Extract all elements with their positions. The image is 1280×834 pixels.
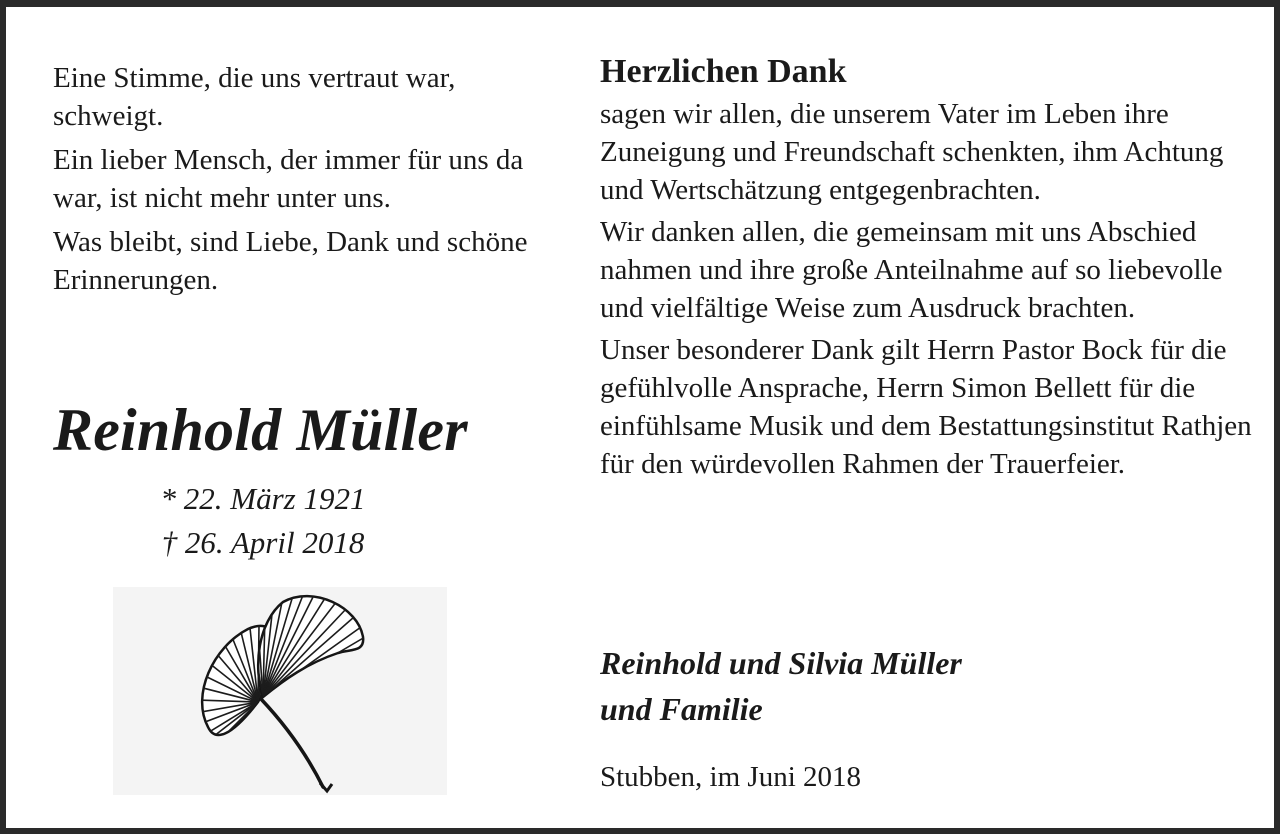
signature [600, 640, 962, 732]
thanks-heading: Herzlichen Dank [600, 53, 847, 90]
thanks-paragraph: Wir danken allen, die gemeinsam mit uns Abschied nahmen und ihre große Anteilnahme auf so liebevolle und vielfältige Weise zum Ausdruck brachten. [600, 216, 1223, 324]
deceased-name: Reinhold Müller [53, 397, 468, 463]
death-date: † 26. April 2018 [161, 525, 365, 560]
life-dates [53, 477, 473, 565]
ginkgo-leaf-image [113, 587, 447, 795]
place-date: Stubben, im Juni 2018 [600, 761, 862, 793]
poem-line: Was bleibt, sind Liebe, Dank und schöne Erinnerungen. [53, 226, 528, 296]
signature-family: und Familie [600, 691, 763, 727]
poem-line: Eine Stimme, die uns vertraut war, schweigt. [53, 62, 456, 132]
thanks-paragraph: Unser besonderer Dank gilt Herrn Pastor Bock für die gefühlvolle Ansprache, Herrn Simon Bellett für die einfühlsame Musik und dem Bestattungsinstitut Rathjen für den würdevollen Rahmen der Trauerfeier. [600, 334, 1252, 480]
poem-line: Ein lieber Mensch, der immer für uns da war, ist nicht mehr unter uns. [53, 144, 524, 214]
signature-names: Reinhold und Silvia Müller [600, 645, 962, 681]
poem [53, 59, 553, 305]
thanks-section [600, 49, 1260, 487]
ginkgo-leaf-icon [113, 587, 447, 795]
thanks-paragraph: sagen wir allen, die unserem Vater im Leben ihre Zuneigung und Freundschaft schenkten, ihm Achtung und Wertschätzung entgegenbrachten. [600, 98, 1224, 206]
birth-date: * 22. März 1921 [160, 481, 366, 516]
